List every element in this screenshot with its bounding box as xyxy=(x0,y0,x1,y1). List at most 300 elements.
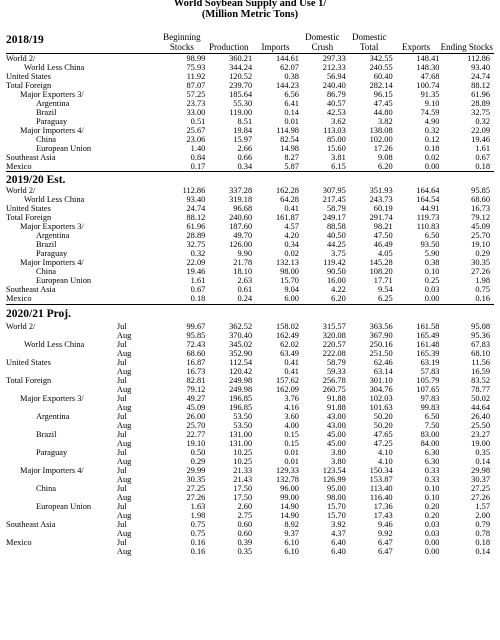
cell-exports: 6.50 xyxy=(424,412,440,421)
cell-domestic-crush: 212.33 xyxy=(322,63,346,72)
cell-exports: 0.10 xyxy=(424,484,440,493)
cell-imports: 4.00 xyxy=(284,421,299,430)
cell-exports: 0.25 xyxy=(424,276,440,285)
table-row xyxy=(6,231,494,240)
cell-domestic-total: 102.03 xyxy=(369,394,393,403)
cell-domestic-crush: 240.40 xyxy=(322,81,346,90)
cell-ending-stocks: 45.09 xyxy=(471,222,490,231)
cell-domestic-total: 44.80 xyxy=(373,108,393,117)
row-month: Jul xyxy=(116,466,127,475)
cell-production: 362.52 xyxy=(229,322,253,331)
table-row xyxy=(6,403,494,412)
cell-domestic-crush: 4.22 xyxy=(331,285,346,294)
cell-imports: 144.61 xyxy=(275,54,299,63)
cell-domestic-total: 60.19 xyxy=(373,204,393,213)
cell-production: 319.18 xyxy=(229,195,253,204)
cell-production: 9.90 xyxy=(237,249,253,258)
table-row xyxy=(6,117,494,126)
cell-beginning-stocks: 19.10 xyxy=(186,439,206,448)
cell-beginning-stocks: 0.75 xyxy=(190,529,206,538)
cell-exports: 0.00 xyxy=(424,547,440,556)
row-label: World Less China xyxy=(24,195,85,204)
cell-beginning-stocks: 0.84 xyxy=(190,153,206,162)
cell-domestic-crush: 98.00 xyxy=(326,493,346,502)
cell-exports: 100.74 xyxy=(416,81,440,90)
row-month: Aug xyxy=(116,331,132,340)
cell-beginning-stocks: 22.09 xyxy=(186,258,206,267)
row-month: Aug xyxy=(116,475,132,484)
row-label: Argentina xyxy=(36,231,70,240)
cell-domestic-total: 3.82 xyxy=(377,117,393,126)
cell-ending-stocks: 16.59 xyxy=(471,367,490,376)
cell-ending-stocks: 0.79 xyxy=(475,520,490,529)
cell-imports: 132.78 xyxy=(275,475,299,484)
cell-domestic-crush: 6.20 xyxy=(331,294,346,303)
cell-ending-stocks: 83.52 xyxy=(471,376,490,385)
cell-ending-stocks: 11.56 xyxy=(471,358,490,367)
cell-domestic-total: 367.90 xyxy=(369,331,393,340)
table-row xyxy=(6,258,494,267)
row-month xyxy=(115,213,159,222)
row-month xyxy=(115,258,159,267)
cell-exports: 93.50 xyxy=(420,240,440,249)
row-label: Major Exporters 3/ xyxy=(20,222,84,231)
cell-domestic-total: 17.71 xyxy=(373,276,393,285)
row-month: Aug xyxy=(116,547,132,556)
cell-imports: 161.87 xyxy=(275,213,299,222)
cell-production: 337.28 xyxy=(229,186,253,195)
row-label xyxy=(6,547,115,556)
row-label: World Less China xyxy=(24,340,85,349)
cell-domestic-crush: 45.00 xyxy=(326,430,346,439)
cell-production: 19.84 xyxy=(233,126,253,135)
cell-exports: 0.33 xyxy=(424,466,440,475)
row-label: European Union xyxy=(36,502,92,511)
cell-exports: 63.19 xyxy=(420,358,440,367)
cell-domestic-crush: 58.79 xyxy=(326,358,346,367)
table-row xyxy=(6,511,494,520)
cell-domestic-total: 98.21 xyxy=(373,222,393,231)
table-row xyxy=(6,90,494,99)
cell-exports: 0.10 xyxy=(424,493,440,502)
cell-beginning-stocks: 1.63 xyxy=(190,502,206,511)
cell-domestic-crush: 123.54 xyxy=(322,466,346,475)
cell-exports: 165.49 xyxy=(416,331,440,340)
table-row xyxy=(6,186,494,195)
cell-beginning-stocks: 0.67 xyxy=(190,285,206,294)
cell-ending-stocks: 0.29 xyxy=(475,249,490,258)
header-domestic-crush: Domestic Crush xyxy=(305,32,340,52)
cell-ending-stocks: 68.60 xyxy=(471,195,490,204)
row-label: Paraguay xyxy=(36,448,68,457)
cell-beginning-stocks: 25.70 xyxy=(186,421,206,430)
table-row xyxy=(6,144,494,153)
cell-production: 0.34 xyxy=(237,162,253,171)
cell-beginning-stocks: 88.12 xyxy=(186,213,206,222)
row-month xyxy=(115,63,159,72)
cell-exports: 7.50 xyxy=(424,421,440,430)
row-label xyxy=(6,331,115,340)
table-row xyxy=(6,99,494,108)
column-header xyxy=(6,28,494,52)
cell-domestic-crush: 3.80 xyxy=(331,448,346,457)
cell-domestic-total: 6.47 xyxy=(377,547,393,556)
row-month xyxy=(115,108,159,117)
table-row xyxy=(6,240,494,249)
cell-domestic-total: 113.40 xyxy=(369,484,393,493)
cell-ending-stocks: 16.73 xyxy=(471,204,490,213)
cell-exports: 107.65 xyxy=(416,385,440,394)
row-month: Jul xyxy=(116,484,127,493)
cell-domestic-total: 9.54 xyxy=(377,285,393,294)
table-row xyxy=(6,448,494,457)
cell-domestic-crush: 3.92 xyxy=(331,520,346,529)
table-row xyxy=(6,81,494,90)
cell-imports: 144.23 xyxy=(275,81,299,90)
cell-beginning-stocks: 30.35 xyxy=(186,475,206,484)
row-month: Aug xyxy=(116,493,132,502)
cell-ending-stocks: 0.16 xyxy=(475,294,490,303)
table-units: (Million Metric Tons) xyxy=(201,9,299,20)
row-month: Jul xyxy=(116,502,127,511)
cell-domestic-crush: 297.33 xyxy=(322,54,346,63)
cell-ending-stocks: 0.14 xyxy=(475,457,490,466)
row-label xyxy=(6,385,115,394)
cell-beginning-stocks: 75.93 xyxy=(186,63,206,72)
cell-production: 17.50 xyxy=(233,484,253,493)
row-label xyxy=(6,421,115,430)
cell-production: 2.66 xyxy=(237,144,253,153)
cell-imports: 99.00 xyxy=(280,493,299,502)
cell-domestic-total: 4.05 xyxy=(377,249,393,258)
row-month: Aug xyxy=(116,403,132,412)
cell-exports: 57.83 xyxy=(420,367,440,376)
cell-production: 21.43 xyxy=(233,475,253,484)
row-month xyxy=(115,99,159,108)
cell-domestic-crush: 43.00 xyxy=(326,421,346,430)
row-month: Aug xyxy=(116,511,132,520)
cell-imports: 4.16 xyxy=(284,403,299,412)
cell-exports: 84.00 xyxy=(420,439,440,448)
cell-ending-stocks: 1.57 xyxy=(475,502,490,511)
cell-ending-stocks: 25.70 xyxy=(471,231,490,240)
cell-production: 0.61 xyxy=(237,285,253,294)
cell-production: 0.66 xyxy=(237,153,253,162)
cell-production: 0.39 xyxy=(237,538,253,547)
cell-production: 0.35 xyxy=(237,547,253,556)
cell-ending-stocks: 0.18 xyxy=(475,162,490,171)
cell-production: 126.00 xyxy=(229,240,253,249)
table-row xyxy=(6,529,494,538)
cell-domestic-crush: 45.00 xyxy=(326,439,346,448)
cell-beginning-stocks: 0.75 xyxy=(190,520,206,529)
cell-domestic-crush: 3.62 xyxy=(331,117,346,126)
cell-beginning-stocks: 79.12 xyxy=(186,385,206,394)
table-row xyxy=(6,331,494,340)
row-month: Aug xyxy=(116,349,132,358)
row-label: Paraguay xyxy=(36,249,68,258)
cell-exports: 148.30 xyxy=(416,63,440,72)
cell-domestic-crush: 6.40 xyxy=(331,538,346,547)
cell-ending-stocks: 29.98 xyxy=(471,466,490,475)
table-row xyxy=(6,126,494,135)
cell-domestic-total: 363.56 xyxy=(369,322,393,331)
cell-production: 0.60 xyxy=(237,529,253,538)
cell-ending-stocks: 0.75 xyxy=(475,285,490,294)
row-label xyxy=(6,529,115,538)
cell-domestic-total: 9.08 xyxy=(377,153,393,162)
cell-domestic-total: 150.34 xyxy=(369,466,393,475)
row-month xyxy=(115,72,159,81)
header-beginning-stocks: Beginning Stocks xyxy=(163,32,201,52)
cell-exports: 9.10 xyxy=(424,99,440,108)
cell-domestic-total: 6.25 xyxy=(377,294,393,303)
cell-ending-stocks: 0.78 xyxy=(475,529,490,538)
cell-beginning-stocks: 27.25 xyxy=(186,484,206,493)
table-row xyxy=(6,367,494,376)
cell-domestic-total: 4.10 xyxy=(377,448,393,457)
cell-beginning-stocks: 45.09 xyxy=(186,403,206,412)
cell-domestic-crush: 119.42 xyxy=(323,258,346,267)
cell-domestic-crush: 15.70 xyxy=(326,511,346,520)
row-label: World Less China xyxy=(24,63,85,72)
cell-ending-stocks: 88.12 xyxy=(471,81,490,90)
cell-exports: 0.03 xyxy=(424,529,440,538)
cell-domestic-crush: 222.08 xyxy=(322,349,346,358)
cell-beginning-stocks: 27.26 xyxy=(186,493,206,502)
cell-imports: 3.60 xyxy=(284,412,299,421)
cell-beginning-stocks: 23.73 xyxy=(186,99,206,108)
cell-ending-stocks: 2.00 xyxy=(475,511,490,520)
cell-imports: 162.28 xyxy=(275,186,299,195)
cell-domestic-total: 17.43 xyxy=(373,511,393,520)
cell-domestic-crush: 44.25 xyxy=(326,240,346,249)
cell-production: 2.63 xyxy=(237,276,253,285)
cell-ending-stocks: 0.14 xyxy=(475,547,490,556)
cell-imports: 9.04 xyxy=(284,285,299,294)
cell-domestic-crush: 90.50 xyxy=(326,267,346,276)
cell-domestic-crush: 40.57 xyxy=(326,99,346,108)
cell-domestic-crush: 3.81 xyxy=(331,153,346,162)
cell-domestic-total: 101.63 xyxy=(369,403,393,412)
row-label: Total Foreign xyxy=(6,376,52,385)
cell-beginning-stocks: 16.87 xyxy=(186,358,206,367)
table-row xyxy=(6,457,494,466)
cell-exports: 99.83 xyxy=(420,403,440,412)
cell-domestic-crush: 15.70 xyxy=(326,502,346,511)
cell-production: 8.51 xyxy=(237,117,253,126)
cell-exports: 4.90 xyxy=(424,117,440,126)
cell-domestic-crush: 3.75 xyxy=(331,249,346,258)
cell-domestic-crush: 6.40 xyxy=(331,547,346,556)
row-month: Jul xyxy=(116,430,127,439)
cell-beginning-stocks: 82.81 xyxy=(186,376,206,385)
table-row xyxy=(6,439,494,448)
table-row xyxy=(6,204,494,213)
table-row xyxy=(6,349,494,358)
cell-exports: 91.35 xyxy=(420,90,440,99)
row-label: China xyxy=(36,484,57,493)
row-label: Paraguay xyxy=(36,117,68,126)
cell-domestic-crush: 15.60 xyxy=(326,144,346,153)
cell-imports: 0.41 xyxy=(284,204,299,213)
cell-production: 249.98 xyxy=(229,376,253,385)
cell-imports: 6.10 xyxy=(284,547,299,556)
row-month: Jul xyxy=(116,322,127,331)
row-month: Aug xyxy=(116,367,132,376)
cell-ending-stocks: 27.26 xyxy=(471,267,490,276)
row-month xyxy=(115,153,159,162)
table-row xyxy=(6,322,494,331)
table-row xyxy=(6,72,494,81)
cell-imports: 62.02 xyxy=(280,340,299,349)
cell-imports: 114.98 xyxy=(276,126,299,135)
table-row xyxy=(6,421,494,430)
cell-beginning-stocks: 32.75 xyxy=(186,240,206,249)
table-row xyxy=(6,538,494,547)
cell-domestic-total: 282.14 xyxy=(369,81,393,90)
table-title: World Soybean Supply and Use 1/ xyxy=(173,0,327,9)
cell-exports: 6.50 xyxy=(424,231,440,240)
row-month xyxy=(115,126,159,135)
cell-beginning-stocks: 33.00 xyxy=(186,108,206,117)
cell-production: 196.85 xyxy=(229,394,253,403)
row-label: Southeast Asia xyxy=(6,153,56,162)
cell-domestic-total: 145.28 xyxy=(369,258,393,267)
cell-imports: 14.90 xyxy=(280,502,299,511)
cell-domestic-crush: 260.75 xyxy=(322,385,346,394)
cell-production: 240.60 xyxy=(229,213,253,222)
cell-production: 96.68 xyxy=(233,204,253,213)
cell-domestic-crush: 307.95 xyxy=(322,186,346,195)
cell-exports: 119.73 xyxy=(416,213,440,222)
cell-domestic-crush: 256.78 xyxy=(322,376,346,385)
cell-exports: 6.30 xyxy=(424,448,440,457)
row-month xyxy=(115,144,159,153)
cell-beginning-stocks: 0.29 xyxy=(190,457,206,466)
table-row xyxy=(6,493,494,502)
row-month xyxy=(115,186,159,195)
row-label: Major Importers 4/ xyxy=(20,126,84,135)
cell-domestic-crush: 6.15 xyxy=(331,162,346,171)
cell-exports: 148.41 xyxy=(416,54,440,63)
cell-imports: 8.92 xyxy=(284,520,299,529)
cell-production: 21.33 xyxy=(233,466,253,475)
row-month: Jul xyxy=(116,340,127,349)
header-imports: Imports xyxy=(261,42,290,52)
cell-ending-stocks: 78.77 xyxy=(471,385,490,394)
cell-production: 53.50 xyxy=(233,412,253,421)
cell-production: 345.02 xyxy=(229,340,253,349)
cell-production: 196.85 xyxy=(229,403,253,412)
cell-ending-stocks: 28.89 xyxy=(471,99,490,108)
cell-domestic-total: 301.10 xyxy=(369,376,393,385)
table-row xyxy=(6,430,494,439)
cell-exports: 0.38 xyxy=(424,258,440,267)
cell-domestic-total: 96.15 xyxy=(373,90,393,99)
cell-imports: 14.98 xyxy=(280,144,299,153)
cell-imports: 3.76 xyxy=(284,394,299,403)
row-month xyxy=(115,249,159,258)
cell-exports: 0.00 xyxy=(424,162,440,171)
cell-imports: 9.37 xyxy=(284,529,299,538)
row-month xyxy=(115,162,159,171)
cell-domestic-total: 153.87 xyxy=(369,475,393,484)
cell-domestic-crush: 315.57 xyxy=(322,322,346,331)
row-label: European Union xyxy=(36,144,92,153)
cell-ending-stocks: 112.86 xyxy=(467,54,490,63)
row-month xyxy=(115,195,159,204)
cell-beginning-stocks: 29.99 xyxy=(186,466,206,475)
cell-production: 0.24 xyxy=(237,294,253,303)
cell-ending-stocks: 25.50 xyxy=(471,421,490,430)
cell-ending-stocks: 67.83 xyxy=(471,340,490,349)
row-month xyxy=(115,135,159,144)
cell-beginning-stocks: 1.61 xyxy=(190,276,206,285)
cell-beginning-stocks: 0.50 xyxy=(190,448,206,457)
cell-exports: 97.83 xyxy=(420,394,440,403)
section-table-2018-19 xyxy=(6,54,494,171)
row-month xyxy=(115,267,159,276)
row-label xyxy=(6,493,115,502)
cell-imports: 0.14 xyxy=(284,108,299,117)
cell-exports: 0.32 xyxy=(424,126,440,135)
cell-imports: 6.56 xyxy=(284,90,299,99)
row-label xyxy=(6,457,115,466)
table-row xyxy=(6,340,494,349)
cell-domestic-crush: 91.88 xyxy=(326,394,346,403)
row-month: Aug xyxy=(116,457,132,466)
cell-domestic-crush: 86.79 xyxy=(326,90,346,99)
cell-production: 17.50 xyxy=(233,493,253,502)
row-month xyxy=(115,204,159,213)
row-month: Jul xyxy=(116,376,127,385)
row-month: Jul xyxy=(116,412,127,421)
cell-ending-stocks: 24.74 xyxy=(471,72,490,81)
cell-ending-stocks: 61.96 xyxy=(471,90,490,99)
cell-domestic-total: 251.50 xyxy=(369,349,393,358)
cell-beginning-stocks: 22.77 xyxy=(186,430,206,439)
cell-domestic-total: 108.20 xyxy=(369,267,393,276)
cell-production: 344.24 xyxy=(229,63,253,72)
table-row xyxy=(6,276,494,285)
cell-exports: 0.10 xyxy=(424,267,440,276)
row-label xyxy=(6,403,115,412)
cell-domestic-total: 47.45 xyxy=(373,99,393,108)
cell-domestic-total: 6.47 xyxy=(377,538,393,547)
cell-beginning-stocks: 26.00 xyxy=(186,412,206,421)
cell-domestic-total: 50.20 xyxy=(373,421,393,430)
cell-ending-stocks: 19.00 xyxy=(471,439,490,448)
cell-production: 10.25 xyxy=(233,457,253,466)
row-month xyxy=(115,240,159,249)
cell-domestic-total: 240.55 xyxy=(369,63,393,72)
table-row xyxy=(6,475,494,484)
cell-domestic-total: 63.14 xyxy=(373,367,393,376)
cell-domestic-total: 50.20 xyxy=(373,412,393,421)
cell-exports: 0.18 xyxy=(424,144,440,153)
cell-domestic-crush: 126.99 xyxy=(322,475,346,484)
cell-domestic-total: 62.46 xyxy=(373,358,393,367)
cell-imports: 132.13 xyxy=(275,258,299,267)
cell-imports: 98.00 xyxy=(280,267,299,276)
cell-domestic-crush: 58.79 xyxy=(326,204,346,213)
row-month xyxy=(115,294,159,303)
cell-domestic-total: 4.10 xyxy=(377,457,393,466)
cell-ending-stocks: 0.35 xyxy=(475,448,490,457)
cell-imports: 157.62 xyxy=(275,376,299,385)
cell-imports: 158.02 xyxy=(275,322,299,331)
